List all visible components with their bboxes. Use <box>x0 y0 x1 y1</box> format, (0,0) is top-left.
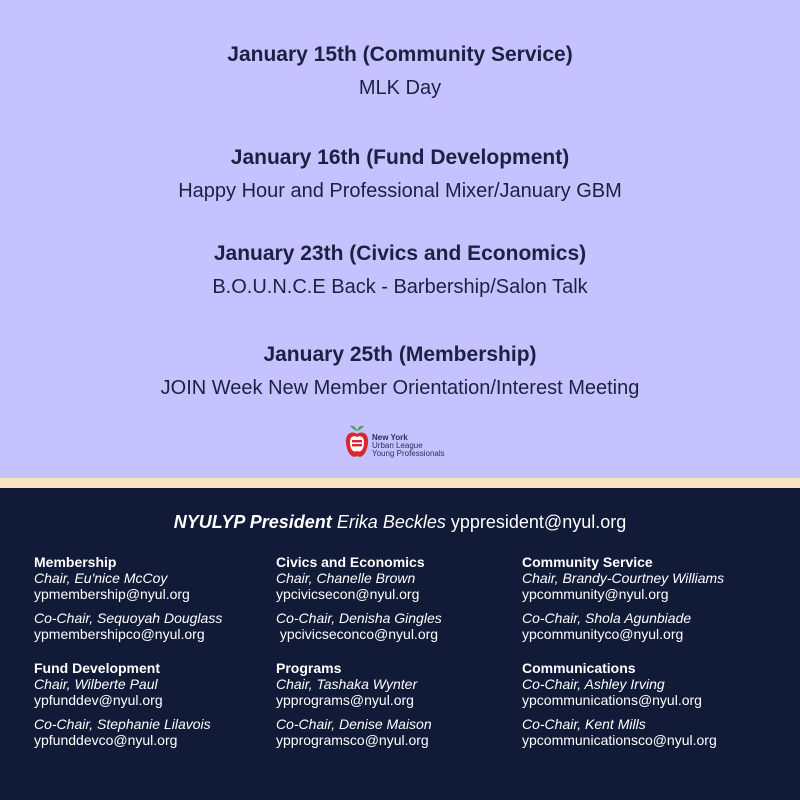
president-email: yppresident@nyul.org <box>450 512 627 532</box>
committee-column <box>34 554 284 772</box>
event-date: January 25th (Membership) <box>263 343 537 366</box>
president-line <box>0 512 800 533</box>
chair-email: ypcivicsecon@nyul.org <box>276 586 420 602</box>
event-date: January 16th (Fund Development) <box>230 146 570 169</box>
cochair-role: Co-Chair, Stephanie Lilavois <box>34 716 211 732</box>
event-item <box>0 42 800 101</box>
chair-role: Chair, Eu'nice McCoy <box>34 570 168 586</box>
event-item <box>0 342 800 401</box>
event-item <box>0 145 800 204</box>
committee-column <box>522 554 772 772</box>
cochair-block <box>276 610 526 660</box>
committee-title: Communications <box>522 660 636 676</box>
chair-role: Co-Chair, Ashley Irving <box>522 676 665 692</box>
cochair-email: ypfunddevco@nyul.org <box>34 732 178 748</box>
chair-role: Chair, Brandy-Courtney Williams <box>522 570 725 586</box>
chair-role: Chair, Tashaka Wynter <box>276 676 418 692</box>
cochair-role: Co-Chair, Denisha Gingles <box>276 610 442 626</box>
president-name: Erika Beckles <box>336 512 446 532</box>
committee-title: Membership <box>34 554 117 570</box>
cochair-block <box>34 610 284 660</box>
president-role: NYULYP President <box>173 512 332 532</box>
committee-community-service <box>522 554 772 610</box>
committee-programs <box>276 660 526 716</box>
cochair-role: Co-Chair, Denise Maison <box>276 716 432 732</box>
cochair-role: Co-Chair, Shola Agunbiade <box>522 610 692 626</box>
event-date: January 23th (Civics and Economics) <box>213 242 587 265</box>
event-description: JOIN Week New Member Orientation/Interest Meeting <box>160 377 640 399</box>
cochair-block <box>522 716 772 772</box>
committee-title: Civics and Economics <box>276 554 425 570</box>
committee-title: Community Service <box>522 554 653 570</box>
cochair-email: ypcommunityco@nyul.org <box>522 626 684 642</box>
chair-email: ypprograms@nyul.org <box>276 692 414 708</box>
apple-icon <box>344 423 370 461</box>
chair-email: ypcommunity@nyul.org <box>522 586 669 602</box>
event-item <box>0 241 800 300</box>
chair-role: Chair, Chanelle Brown <box>276 570 416 586</box>
cochair-block <box>34 716 284 772</box>
cochair-block <box>276 716 526 772</box>
committee-title: Fund Development <box>34 660 161 676</box>
event-date: January 15th (Community Service) <box>227 43 573 66</box>
divider-stripe <box>0 478 800 488</box>
cochair-email: ypprogramsco@nyul.org <box>276 732 429 748</box>
leadership-section <box>0 488 800 800</box>
cochair-email: ypcommunicationsco@nyul.org <box>522 732 717 748</box>
logo-text-line2: Urban League <box>372 441 423 450</box>
committee-membership <box>34 554 284 610</box>
nyulyp-logo <box>344 423 464 463</box>
cochair-email: ypcivicseconco@nyul.org <box>276 626 439 642</box>
committee-column <box>276 554 526 772</box>
committee-communications <box>522 660 772 716</box>
cochair-block <box>522 610 772 660</box>
logo-text-line1: New York <box>372 433 408 442</box>
cochair-role: Co-Chair, Kent Mills <box>522 716 646 732</box>
event-description: MLK Day <box>358 77 442 99</box>
event-description: B.O.U.N.C.E Back - Barbership/Salon Talk <box>212 276 588 298</box>
cochair-email: ypmembershipco@nyul.org <box>34 626 205 642</box>
logo-text-line3: Young Professionals <box>372 449 445 458</box>
committee-fund-development <box>34 660 284 716</box>
cochair-role: Co-Chair, Sequoyah Douglass <box>34 610 223 626</box>
event-description: Happy Hour and Professional Mixer/January GBM <box>178 180 622 202</box>
committee-civics-economics <box>276 554 526 610</box>
committee-title: Programs <box>276 660 342 676</box>
chair-email: ypmembership@nyul.org <box>34 586 190 602</box>
chair-email: ypfunddev@nyul.org <box>34 692 163 708</box>
chair-role: Chair, Wilberte Paul <box>34 676 158 692</box>
chair-email: ypcommunications@nyul.org <box>522 692 702 708</box>
